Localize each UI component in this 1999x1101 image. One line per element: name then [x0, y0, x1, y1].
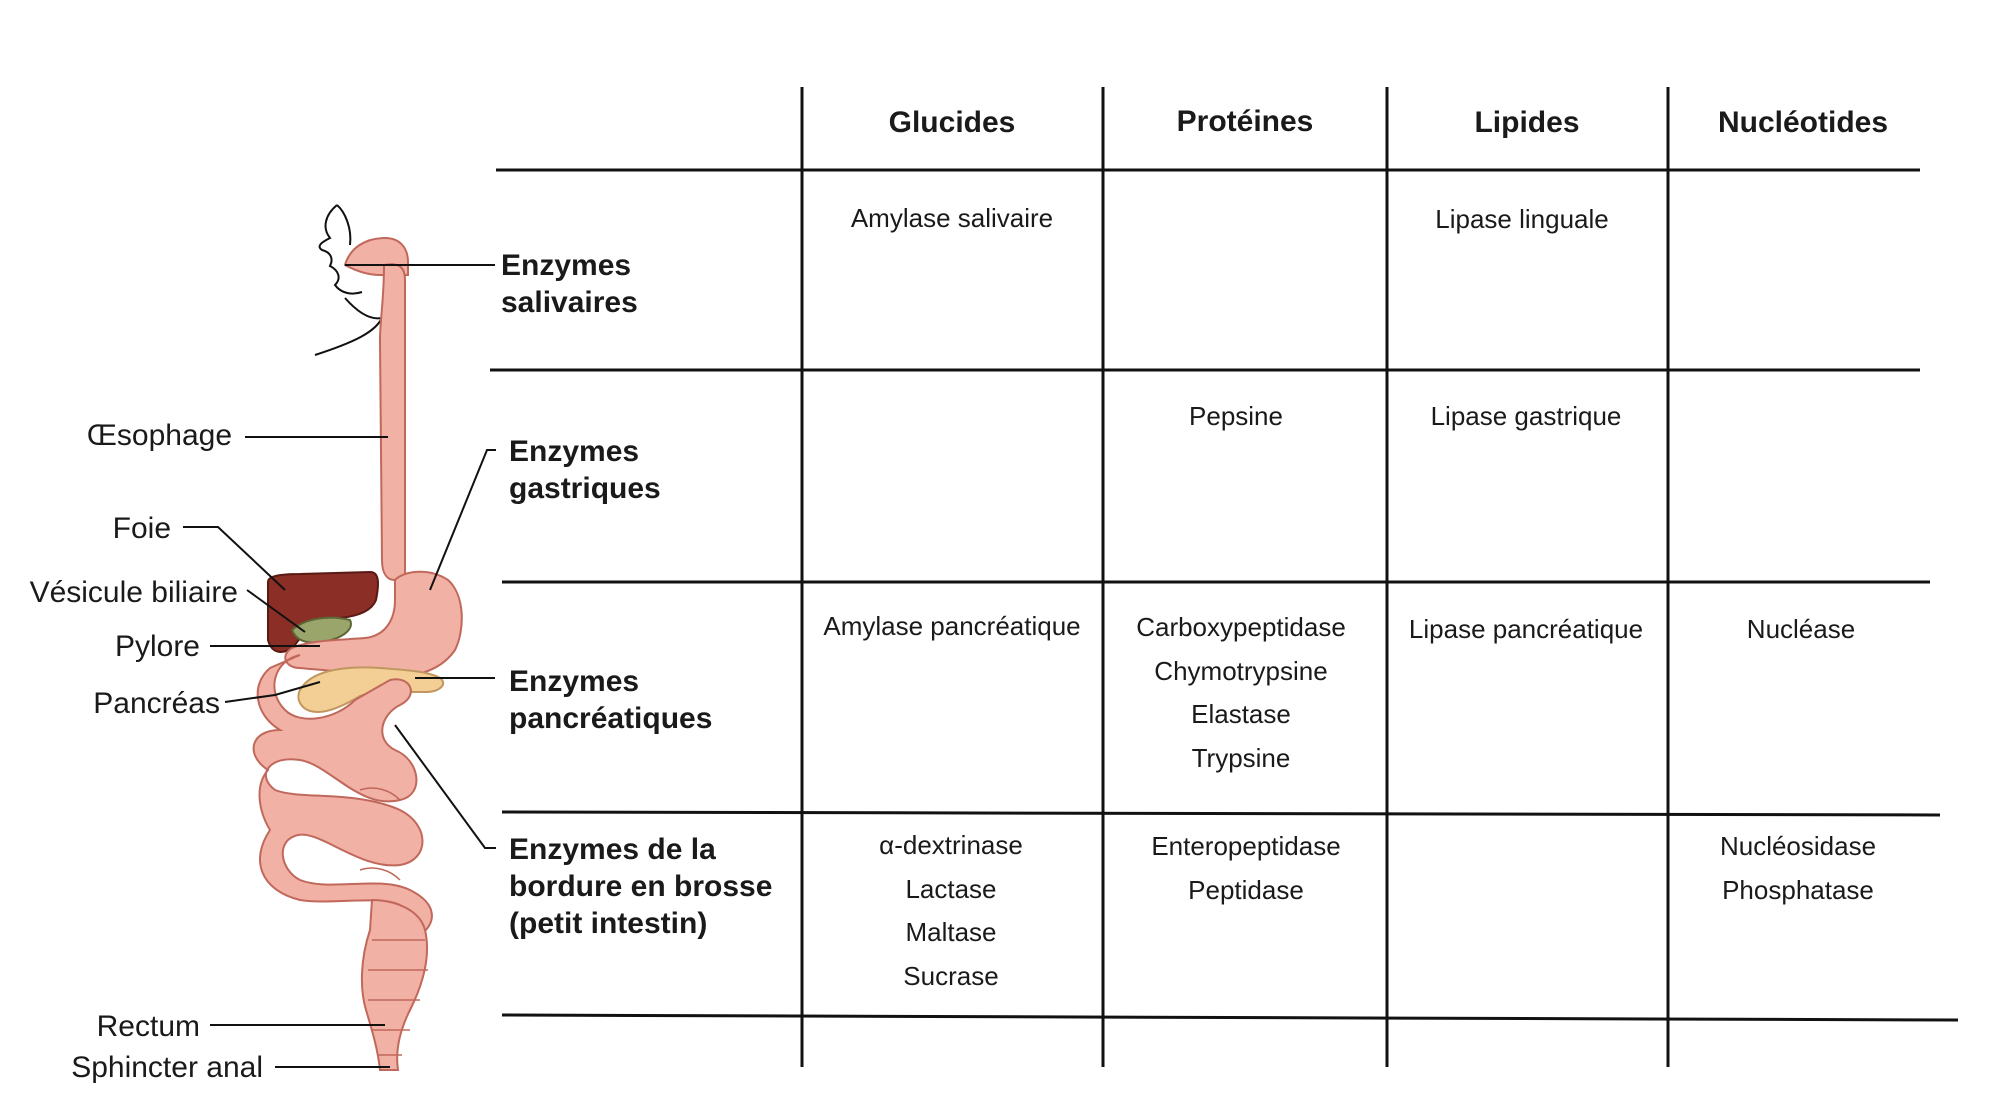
enzyme-name: Pepsine [1189, 401, 1283, 431]
cell-bordure-glucides [806, 824, 1096, 998]
cell-salivaires-glucides [807, 197, 1097, 241]
label-pylore: Pylore [114, 630, 200, 663]
enzyme-name: Elastase [1191, 699, 1291, 729]
column-header-lipides: Lipides [1474, 106, 1580, 139]
cell-salivaires-lipides [1377, 198, 1667, 242]
row-line-3 [502, 812, 1940, 815]
row-label-pancreatiques: Enzymes pancréatiques [509, 665, 713, 735]
cell-bordure-nucleotides [1653, 825, 1943, 912]
face-profile [315, 205, 382, 355]
cell-bordure-proteines [1101, 825, 1391, 912]
cell-pancreatiques-lipides [1381, 608, 1671, 652]
row-label-bordure-en-brosse: Enzymes de la bordure en brosse (petit intestin) [509, 833, 773, 940]
enzyme-name: Nucléase [1746, 614, 1856, 644]
label-rectum: Rectum [96, 1010, 200, 1043]
enzyme-name: Enteropeptidase [1151, 831, 1341, 861]
cell-pancreatiques-nucleotides [1656, 608, 1946, 652]
row-label-gastriques: Enzymes gastriques [509, 435, 661, 505]
column-header-glucides: Glucides [888, 106, 1016, 139]
enzyme-name: Sucrase [903, 960, 999, 991]
label-foie: Foie [112, 512, 171, 545]
enzyme-name: Amylase salivaire [850, 203, 1054, 233]
column-header-nucleotides: Nucléotides [1717, 106, 1889, 139]
enzyme-name: α-dextrinase [879, 830, 1023, 860]
enzyme-name: Trypsine [1191, 742, 1291, 773]
enzyme-name: Lipase linguale [1435, 204, 1609, 234]
cell-pancreatiques-glucides [807, 605, 1097, 649]
label-vesicule-biliaire: Vésicule biliaire [29, 576, 238, 609]
leader-gastriques [430, 450, 496, 590]
enzyme-name: Maltase [905, 917, 997, 947]
oesophagus-tube [380, 264, 405, 580]
column-header-proteines: Protéines [1176, 105, 1314, 138]
cell-gastriques-lipides [1381, 395, 1671, 439]
label-pancreas: Pancréas [93, 687, 220, 720]
enzyme-name: Phosphatase [1722, 874, 1874, 905]
rectum-shape [362, 900, 427, 1070]
enzyme-name: Lipase pancréatique [1408, 614, 1644, 644]
label-sphincter-anal: Sphincter anal [71, 1051, 263, 1084]
enzyme-name: Peptidase [1188, 874, 1304, 905]
cell-pancreatiques-proteines [1096, 606, 1386, 780]
enzyme-name: Carboxypeptidase [1136, 612, 1346, 642]
enzyme-name: Amylase pancréatique [823, 611, 1081, 641]
cell-gastriques-proteines [1091, 395, 1381, 439]
label-oesophage: Œsophage [86, 419, 232, 452]
enzyme-name: Lactase [905, 873, 997, 904]
enzyme-name: Chymotrypsine [1154, 655, 1328, 686]
row-label-salivaires: Enzymes salivaires [501, 249, 638, 319]
enzyme-name: Nucléosidase [1719, 831, 1877, 861]
enzyme-name: Lipase gastrique [1430, 401, 1622, 431]
row-line-4 [502, 1015, 1958, 1020]
